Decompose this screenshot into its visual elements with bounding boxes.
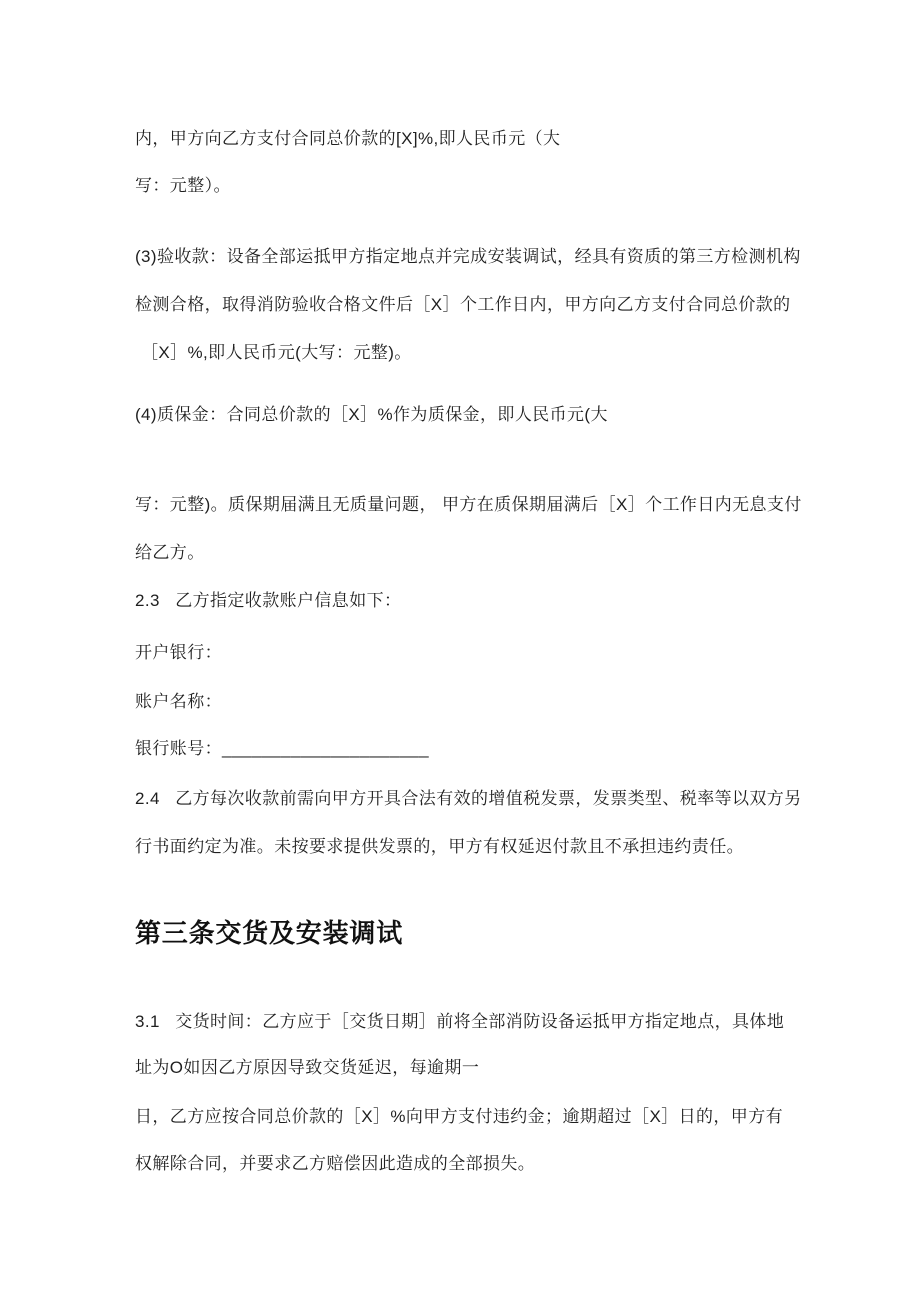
section-3-heading: 第三条交货及安装调试 (135, 918, 404, 948)
clause-3-1-delivery-line: 日，乙方应按合同总价款的［X］%向甲方支付违约金；逾期超过［X］日的，甲方有 (135, 1107, 783, 1126)
clause-3-1-delivery-line: 3.1 交货时间：乙方应于［交货日期］前将全部消防设备运抵甲方指定地点，具体地 (135, 1012, 785, 1031)
clause-acceptance-payment-line: 检测合格，取得消防验收合格文件后［X］个工作日内，甲方向乙方支付合同总价款的 (135, 295, 791, 314)
clause-warranty-retention-line: 写：元整)。质保期届满且无质量问题， 甲方在质保期届满后［X］个工作日内无息支付 (135, 495, 802, 514)
clause-3-1-delivery-line: 权解除合同，并要求乙方赔偿因此造成的全部损失。 (135, 1154, 536, 1173)
clause-warranty-retention-line: (4)质保金：合同总价款的［X］%作为质保金，即人民币元(大 (135, 405, 608, 424)
bank-account-number-field: 银行账号：_____________________ (135, 739, 429, 758)
clause-payment-line: 内，甲方向乙方支付合同总价款的[X]%,即人民币元（大 (135, 129, 561, 148)
clause-warranty-retention-line: 给乙方。 (135, 543, 205, 562)
clause-2-4-invoice-line: 行书面约定为准。未按要求提供发票的，甲方有权延迟付款且不承担违约责任。 (135, 837, 744, 856)
clause-2-3-account-info-line: 2.3 乙方指定收款账户信息如下： (135, 591, 402, 610)
account-name-field-label: 账户名称： (135, 692, 222, 711)
clause-payment-line: 写：元整）。 (135, 176, 231, 195)
clause-acceptance-payment-line: ［X］%,即人民币元(大写：元整)。 (141, 343, 412, 362)
clause-2-4-invoice-line: 2.4 乙方每次收款前需向甲方开具合法有效的增值税发票，发票类型、税率等以双方另 (135, 789, 802, 808)
bank-name-field-label: 开户银行： (135, 643, 222, 662)
clause-3-1-delivery-line: 址为O如因乙方原因导致交货延迟，每逾期一 (135, 1058, 480, 1077)
clause-acceptance-payment-line: (3)验收款：设备全部运抵甲方指定地点并完成安装调试，经具有资质的第三方检测机构 (135, 247, 801, 266)
